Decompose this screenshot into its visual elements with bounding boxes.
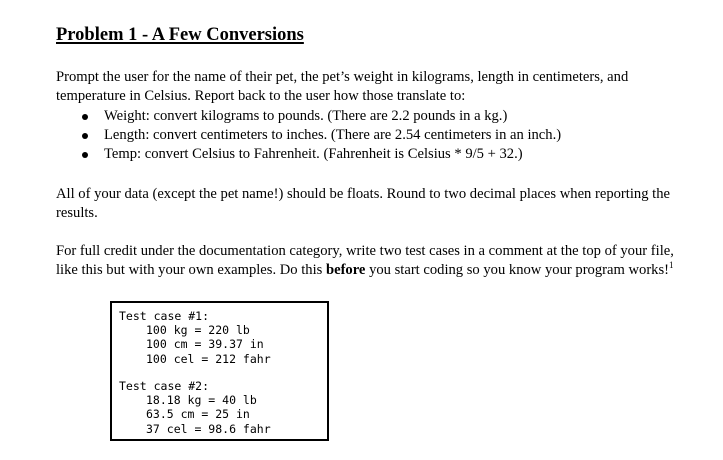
intro-paragraph: Prompt the user for the name of their pet, the pet’s weight in kilograms, length in centimeters, and temperature in Celsius. Report back to the user how those translate to: [56,69,629,104]
conversion-list [56,107,561,164]
weight-item-text: Weight: convert kilograms to pounds. (There are 2.2 pounds in a kg.) [104,108,508,124]
list-item [56,107,561,126]
list-item [56,145,561,164]
credit-text-end: you start coding so you know your program works! [365,262,670,278]
test-case-line: 100 cel = 212 fahr [146,351,271,366]
bullet-icon [82,152,88,158]
test-case-line: 100 cm = 39.37 in [146,337,264,352]
data-note-paragraph: All of your data (except the pet name!) should be floats. Round to two decimal places when reporting the results. [56,186,670,221]
length-item-text: Length: convert centimeters to inches. (There are 2.54 centimeters in an inch.) [104,127,562,143]
problem-title: Problem 1 - A Few Conversions [56,25,304,45]
bullet-icon [82,133,88,139]
test-case-2 [119,379,271,436]
test-case-line: 100 kg = 220 lb [146,323,250,338]
bullet-icon [82,114,88,120]
credit-bold-word: before [325,262,366,278]
footnote-marker: 1 [669,260,674,271]
credit-paragraph [56,242,696,280]
test-case-line: 18.18 kg = 40 lb [146,393,257,408]
credit-text-start: For full credit under the documentation category, write two test cases in a comment at the top of your file, like this but with your own examples. Do this [56,243,674,278]
temp-item-text: Temp: convert Celsius to Fahrenheit. (Fahrenheit is Celsius * 9/5 + 32.) [104,146,523,162]
test-case-line: 37 cel = 98.6 fahr [146,421,271,436]
test-case-code-box [110,301,329,441]
test-case-1 [119,309,271,366]
test-case-header: Test case #1: [119,309,210,323]
list-item [56,126,561,145]
test-case-line: 63.5 cm = 25 in [146,407,250,422]
test-case-header: Test case #2: [119,379,210,393]
